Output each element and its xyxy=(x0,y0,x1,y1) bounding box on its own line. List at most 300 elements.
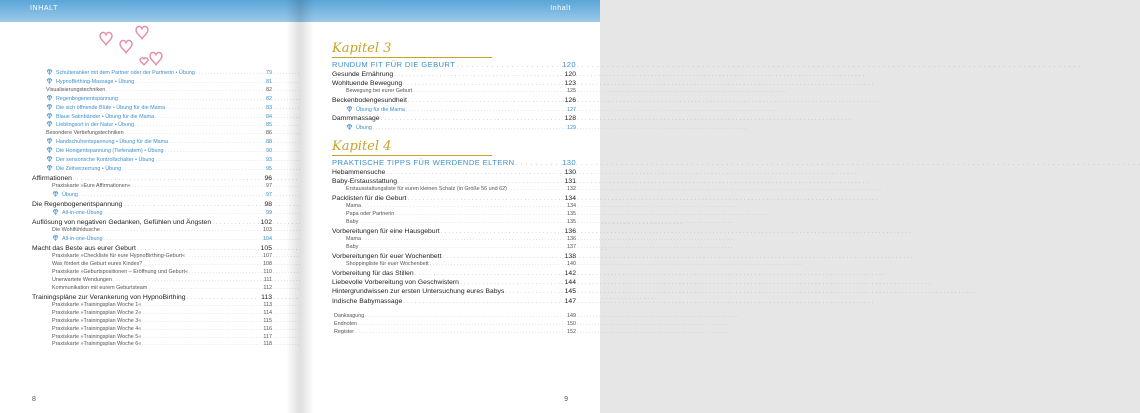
toc-entry-page: 82 xyxy=(266,86,272,93)
leader-dots xyxy=(141,310,261,318)
leader-dots xyxy=(394,211,565,219)
toc-entry-text: Regenbogenentspannung xyxy=(56,95,119,102)
back-matter-title: Danksagung xyxy=(334,312,365,319)
toc-entry-text: Macht das Beste aus eurer Geburt xyxy=(32,245,136,253)
toc-entry-text: Auflösung von negativen Gedanken, Gefühlen und Ängsten xyxy=(32,219,212,226)
toc-entry-page: 96 xyxy=(264,174,272,182)
leader-dots xyxy=(364,313,565,321)
toc-entry-text: Kommunikation mit eurem Geburtsteam xyxy=(52,284,148,291)
toc-entry-text: Affirmationen xyxy=(32,174,72,182)
toc-entry[interactable] xyxy=(32,191,272,200)
leader-dots xyxy=(358,244,565,252)
toc-entry[interactable] xyxy=(32,78,272,87)
leader-dots xyxy=(112,277,262,285)
diamond-icon xyxy=(46,114,56,120)
toc-entry-page: 81 xyxy=(266,78,272,85)
chapter-3-rule xyxy=(332,57,492,58)
hearts-illustration-icon xyxy=(90,22,170,72)
toc-entry-text: Übung xyxy=(356,124,372,131)
toc-entry-title xyxy=(332,252,441,261)
running-head-right: Inhalt xyxy=(550,5,571,12)
toc-entry-text: Praxiskarte »Checkliste für eure HypnoBirthing-Geburt« xyxy=(52,253,186,260)
toc-entry-title xyxy=(52,227,100,235)
toc-entry-title xyxy=(346,106,405,115)
toc-entry[interactable] xyxy=(32,218,272,227)
toc-entry-text: All-in-one-Übung xyxy=(62,210,103,217)
diamond-icon xyxy=(46,105,56,111)
toc-entry-text: Beckenbodengesundheit xyxy=(332,97,407,105)
toc-entry-title xyxy=(332,70,393,79)
toc-entry-text: Die Wohlfühldusche xyxy=(52,227,100,234)
toc-entry-page: 104 xyxy=(263,236,272,243)
toc-entry[interactable] xyxy=(32,227,272,235)
toc-entry-title xyxy=(346,244,358,252)
toc-entry-title xyxy=(332,177,397,186)
toc-entry-title xyxy=(332,278,459,287)
toc-entry[interactable] xyxy=(32,285,272,293)
toc-entry-title xyxy=(52,326,141,334)
toc-entry-title xyxy=(332,168,385,177)
toc-entry-title xyxy=(32,293,186,302)
toc-entry-page: 147 xyxy=(564,297,576,305)
toc-entry[interactable] xyxy=(32,269,272,277)
toc-entry[interactable] xyxy=(32,235,272,244)
toc-entry[interactable] xyxy=(332,219,576,227)
left-page xyxy=(0,0,300,413)
leader-dots xyxy=(402,79,562,88)
toc-entry[interactable] xyxy=(32,69,272,78)
toc-entry-page: 103 xyxy=(263,227,272,234)
toc-entry-title xyxy=(52,341,141,349)
toc-entry-page: 108 xyxy=(263,261,272,268)
toc-entry-page: 142 xyxy=(564,269,576,277)
toc-entry[interactable] xyxy=(32,183,272,191)
toc-entry-text: Indische Babymassage xyxy=(332,297,403,305)
toc-entry[interactable] xyxy=(32,341,272,349)
toc-entry[interactable] xyxy=(32,95,272,104)
leader-dots xyxy=(136,244,259,253)
toc-entry[interactable] xyxy=(332,79,576,88)
leader-dots xyxy=(78,192,264,200)
toc-entry[interactable] xyxy=(332,269,576,278)
leader-dots xyxy=(380,114,563,123)
toc-entry[interactable] xyxy=(332,211,576,219)
chapter-3-heading-page: 120 xyxy=(562,60,576,69)
toc-entry-page: 93 xyxy=(266,157,272,164)
toc-entry-text: Praxiskarte »Trainingsplan Woche 1« xyxy=(52,301,142,308)
chapter-4-label: Kapitel 4 xyxy=(332,138,392,154)
leader-dots xyxy=(354,329,565,337)
toc-entry-title xyxy=(332,287,504,296)
leader-dots xyxy=(131,183,264,191)
toc-entry[interactable] xyxy=(332,278,576,287)
toc-entry-page: 113 xyxy=(261,293,272,301)
toc-entry-title xyxy=(346,236,361,244)
chapter-3-label: Kapitel 3 xyxy=(332,41,392,56)
toc-entry-text: Die Regenbogenentspannung xyxy=(32,200,123,208)
leader-dots xyxy=(134,122,264,130)
diamond-icon xyxy=(346,125,356,131)
toc-entry-page: 110 xyxy=(263,269,272,276)
toc-entry[interactable] xyxy=(32,277,272,285)
toc-entry[interactable] xyxy=(32,318,272,326)
toc-entry-page: 135 xyxy=(567,218,576,225)
back-matter-entry[interactable] xyxy=(332,313,576,321)
toc-entry[interactable] xyxy=(332,194,576,203)
leader-dots xyxy=(141,318,261,326)
toc-entry[interactable] xyxy=(332,124,576,133)
toc-entry-title xyxy=(346,261,429,269)
toc-entry-page: 126 xyxy=(564,97,576,105)
toc-entry[interactable] xyxy=(32,200,272,209)
chapter-3-entries xyxy=(332,70,576,133)
toc-entry-page: 83 xyxy=(266,104,272,111)
leader-dots xyxy=(102,210,264,218)
toc-entry-page: 140 xyxy=(567,260,576,267)
leader-dots xyxy=(118,96,264,104)
toc-entry[interactable] xyxy=(32,113,272,122)
toc-entry-title xyxy=(52,285,147,293)
leader-dots xyxy=(412,88,565,96)
leader-dots xyxy=(429,261,565,269)
toc-entry-title xyxy=(32,218,211,227)
leader-dots xyxy=(186,293,260,302)
toc-entry-text: Hintergrundwissen zur ersten Untersuchung eures Babys xyxy=(332,288,505,296)
page-number-left: 8 xyxy=(32,396,36,403)
toc-entry-title xyxy=(332,96,407,105)
toc-entry-page: 95 xyxy=(266,165,272,172)
toc-entry-text: Blaue Satinbänder • Übung für die Mama xyxy=(56,113,155,120)
leader-dots xyxy=(141,302,261,310)
toc-entry-title xyxy=(46,138,168,147)
toc-entry[interactable] xyxy=(332,244,576,252)
toc-entry[interactable] xyxy=(32,253,272,261)
toc-entry-title xyxy=(52,334,141,342)
toc-entry-page: 86 xyxy=(266,130,272,137)
back-matter-entry[interactable] xyxy=(332,321,576,329)
toc-entry-title xyxy=(46,87,105,95)
leader-dots xyxy=(147,285,261,293)
toc-entry-page: 102 xyxy=(260,219,272,226)
leader-dots xyxy=(357,321,565,329)
leader-dots xyxy=(372,125,565,133)
toc-entry-page: 144 xyxy=(564,279,576,287)
toc-entry-page: 88 xyxy=(266,139,272,146)
leader-dots xyxy=(141,341,261,349)
toc-entry-title xyxy=(332,194,406,203)
leader-dots xyxy=(440,227,563,236)
toc-entry-text: Wohltuende Bewegung xyxy=(332,80,403,88)
chapter-4 xyxy=(332,140,576,306)
back-matter-title: Register xyxy=(334,328,355,335)
toc-entry-text: Praxiskarte »Trainingsplan Woche 3« xyxy=(52,317,142,324)
chapter-4-rule xyxy=(332,155,492,156)
leader-dots xyxy=(141,334,261,342)
toc-entry-title xyxy=(52,191,78,200)
toc-entry-title xyxy=(52,209,102,218)
toc-entry-page: 145 xyxy=(564,288,576,296)
toc-entry-page: 90 xyxy=(266,148,272,155)
toc-entry-text: Praxiskarte »Eure Affirmationen« xyxy=(52,183,131,190)
toc-entry-text: Bewegung bei eurer Geburt xyxy=(346,88,413,95)
toc-entry-page: 82 xyxy=(266,95,272,102)
toc-entry-title xyxy=(52,310,141,318)
chapter-4-heading-page: 130 xyxy=(562,157,576,167)
toc-entry-text: Praxiskarte »Trainingsplan Woche 2« xyxy=(52,309,142,316)
toc-entry-title xyxy=(46,69,195,78)
toc-entry[interactable] xyxy=(32,87,272,95)
toc-entry[interactable] xyxy=(332,287,576,296)
toc-entry[interactable] xyxy=(332,177,576,186)
toc-entry[interactable] xyxy=(332,70,576,79)
toc-entry-title xyxy=(32,200,122,209)
toc-entry[interactable] xyxy=(332,252,576,261)
toc-entry[interactable] xyxy=(332,186,576,194)
back-matter-entry[interactable] xyxy=(332,329,576,337)
toc-entry-text: Visualisierungstechniken xyxy=(46,86,106,93)
toc-entry-page: 98 xyxy=(264,200,272,208)
toc-entry-page: 136 xyxy=(567,235,576,242)
leader-dots xyxy=(134,79,264,87)
toc-entry-title xyxy=(32,244,136,253)
toc-entry[interactable] xyxy=(32,156,272,165)
toc-entry[interactable] xyxy=(332,297,576,306)
leader-dots xyxy=(154,157,264,165)
diamond-icon xyxy=(52,210,62,216)
toc-entry-title xyxy=(52,277,112,285)
leader-dots xyxy=(393,70,562,79)
toc-entry-page: 120 xyxy=(564,71,576,78)
leader-dots xyxy=(100,227,261,235)
diamond-icon xyxy=(46,122,56,128)
leader-dots xyxy=(72,174,263,183)
right-page xyxy=(300,0,600,413)
toc-entry-page: 134 xyxy=(564,194,576,202)
leader-dots xyxy=(121,166,264,174)
toc-entry-text: Baby xyxy=(346,243,359,250)
leader-dots xyxy=(402,297,562,306)
gutter-shadow-left xyxy=(286,0,300,413)
toc-entry-page: 115 xyxy=(263,317,272,324)
toc-entry[interactable] xyxy=(32,310,272,318)
leader-dots xyxy=(211,218,259,227)
toc-entry-text: Trainingspläne zur Verankerung von HypnoBirthing xyxy=(32,293,186,301)
chapter-4-entries xyxy=(332,168,576,306)
toc-entry-text: Die sich öffnende Blüte • Übung für die Mama xyxy=(56,104,166,111)
back-matter-entries xyxy=(332,313,576,337)
toc-entry[interactable] xyxy=(332,88,576,96)
toc-entry-title xyxy=(346,124,372,133)
toc-entry-text: Packlisten für die Geburt xyxy=(332,194,407,202)
toc-entry[interactable] xyxy=(332,261,576,269)
toc-entry-page: 112 xyxy=(263,284,272,291)
toc-entry[interactable] xyxy=(332,227,576,236)
toc-entry-title xyxy=(46,113,154,122)
toc-entry-text: Erstausstattungsliste für euren kleinen Schatz (in Größe 56 und 62) xyxy=(346,185,507,192)
toc-entry[interactable] xyxy=(32,261,272,269)
toc-entry-title xyxy=(346,203,361,211)
toc-entry-text: Hebammensuche xyxy=(332,168,386,176)
leader-dots xyxy=(361,236,565,244)
toc-entry-text: Was fördert die Geburt eures Kindes? xyxy=(52,261,143,268)
toc-entry-title xyxy=(346,211,394,219)
toc-entry-text: Liebevolle Vorbereitung von Geschwistern xyxy=(332,279,459,287)
toc-entry-text: Shoppingliste für euer Wochenbett xyxy=(346,260,429,267)
back-matter-page: 149 xyxy=(567,312,576,319)
leader-dots xyxy=(195,70,264,78)
diamond-icon xyxy=(46,96,56,102)
toc-entry-title xyxy=(46,147,163,156)
leader-dots xyxy=(154,114,264,122)
toc-entry[interactable] xyxy=(332,96,576,105)
toc-entry[interactable] xyxy=(32,293,272,302)
diamond-icon xyxy=(46,157,56,163)
toc-entry[interactable] xyxy=(332,114,576,123)
toc-entry-title xyxy=(52,318,141,326)
gutter-shadow-right xyxy=(300,0,314,413)
toc-entry[interactable] xyxy=(332,106,576,115)
toc-entry-page: 131 xyxy=(564,177,576,185)
toc-entry-text: Vorbereitungen für euer Wochenbett xyxy=(332,252,442,260)
toc-left-list xyxy=(32,69,272,349)
toc-entry-title xyxy=(46,78,134,87)
toc-entry-page: 127 xyxy=(567,106,576,113)
toc-entry-title xyxy=(46,121,134,130)
toc-entry-page: 107 xyxy=(263,253,272,260)
toc-entry[interactable] xyxy=(332,203,576,211)
toc-entry-text: HypnoBirthing-Massage • Übung xyxy=(56,78,135,85)
toc-entry[interactable] xyxy=(32,334,272,342)
toc-entry[interactable] xyxy=(32,147,272,156)
leader-dots xyxy=(185,253,261,261)
toc-entry-page: 136 xyxy=(564,227,576,235)
toc-entry-title xyxy=(52,253,185,261)
toc-entry-page: 113 xyxy=(263,301,272,308)
toc-entry-text: Vorbereitung für das Stillen xyxy=(332,269,414,277)
toc-entry[interactable] xyxy=(32,130,272,138)
toc-entry-text: Der sensorische Kontrollschalter • Übung xyxy=(56,157,155,164)
toc-entry[interactable] xyxy=(32,244,272,253)
toc-entry-title xyxy=(332,297,402,306)
toc-entry-page: 134 xyxy=(567,203,576,210)
toc-entry[interactable] xyxy=(32,302,272,310)
back-matter-page: 150 xyxy=(567,320,576,327)
leader-dots xyxy=(397,177,563,186)
toc-entry-page: 79 xyxy=(266,70,272,76)
toc-entry-text: Übung für die Mama xyxy=(356,106,405,113)
toc-entry-text: Gesunde Ernährung xyxy=(332,71,394,78)
toc-entry-page: 97 xyxy=(266,183,272,190)
running-head-left: INHALT xyxy=(30,5,58,12)
leader-dots xyxy=(188,269,261,277)
toc-entry-text: Vorbereitungen für eine Hausgeburt xyxy=(332,227,440,235)
toc-entry-title xyxy=(346,186,507,194)
toc-entry-text: Übung xyxy=(62,191,78,198)
toc-entry-page: 116 xyxy=(263,325,272,332)
back-matter-title: Endnoten xyxy=(334,320,358,327)
toc-entry-title xyxy=(52,261,142,269)
back-matter-page: 152 xyxy=(567,328,576,335)
diamond-icon xyxy=(52,236,62,242)
toc-entry-page: 128 xyxy=(564,115,576,123)
diamond-icon xyxy=(346,107,356,113)
toc-right-list xyxy=(332,42,576,336)
leader-dots xyxy=(163,148,264,156)
toc-entry[interactable] xyxy=(32,121,272,130)
toc-entry-page: 138 xyxy=(564,252,576,260)
toc-entry-page: 105 xyxy=(260,245,272,253)
toc-entry-text: Baby xyxy=(346,218,359,225)
toc-entry-text: Praxiskarte »Trainingsplan Woche 6« xyxy=(52,341,142,348)
toc-entry[interactable] xyxy=(32,209,272,218)
toc-entry-text: Praxiskarte »Geburtspositionen – Eröffnung und Geburt« xyxy=(52,269,188,276)
toc-entry-text: Lieblingsort in der Natur • Übung xyxy=(56,122,134,129)
toc-entry-title xyxy=(32,174,72,183)
toc-entry[interactable] xyxy=(32,165,272,174)
diamond-icon xyxy=(46,139,56,145)
chapter-3-heading-text: RUNDUM FIT FÜR DIE GEBURT xyxy=(332,60,456,69)
toc-entry-title xyxy=(52,302,141,310)
leader-dots xyxy=(124,130,264,138)
toc-entry[interactable] xyxy=(32,138,272,147)
toc-entry-title xyxy=(52,269,188,277)
toc-entry-page: 114 xyxy=(263,309,272,316)
toc-entry-title xyxy=(52,183,131,191)
diamond-icon xyxy=(46,148,56,154)
toc-entry[interactable] xyxy=(332,168,576,177)
toc-entry-title xyxy=(46,104,165,113)
chapter-3 xyxy=(332,42,576,133)
chapter-3-heading[interactable] xyxy=(332,60,576,70)
diamond-icon xyxy=(46,79,56,85)
toc-entry-text: All-in-one-Übung xyxy=(62,236,103,243)
diamond-icon xyxy=(46,70,56,76)
chapter-4-heading[interactable] xyxy=(332,158,576,168)
leader-dots xyxy=(102,236,261,244)
page-number-right: 9 xyxy=(564,396,568,403)
toc-entry-title xyxy=(46,95,118,104)
toc-entry-text: Baby-Erstausstattung xyxy=(332,177,397,185)
toc-entry-text: Praxiskarte »Trainingsplan Woche 4« xyxy=(52,325,142,332)
toc-entry-text: Mama xyxy=(346,235,361,242)
toc-entry-text: Mama xyxy=(346,203,361,210)
toc-entry-text: Handschuhentspannung • Übung für die Mama xyxy=(56,139,169,146)
toc-entry-text: Schulteranker mit dem Partner oder der Partnerin • Übung xyxy=(56,70,195,76)
leader-dots xyxy=(358,219,565,227)
leader-dots xyxy=(406,194,562,203)
diamond-icon xyxy=(52,192,62,198)
leader-dots xyxy=(459,278,563,287)
toc-entry-page: 130 xyxy=(564,168,576,176)
diamond-icon xyxy=(46,166,56,172)
toc-entry-page: 132 xyxy=(567,185,576,192)
toc-entry[interactable] xyxy=(32,326,272,334)
toc-entry-page: 85 xyxy=(266,122,272,129)
chapter-4-heading-text: PRAKTISCHE TIPPS FÜR WERDENDE ELTERN xyxy=(332,157,515,167)
toc-entry-page: 123 xyxy=(564,80,576,88)
leader-dots xyxy=(385,168,562,177)
toc-entry[interactable] xyxy=(332,236,576,244)
toc-entry[interactable] xyxy=(32,174,272,183)
leader-dots xyxy=(414,269,563,278)
toc-entry-title xyxy=(346,219,358,227)
toc-entry-title xyxy=(46,165,121,174)
toc-entry-text: Besondere Vertiefungstechniken xyxy=(46,130,124,137)
toc-entry[interactable] xyxy=(32,104,272,113)
leader-dots xyxy=(507,186,565,194)
toc-entry-page: 118 xyxy=(263,341,272,348)
toc-entry-title xyxy=(332,269,414,278)
